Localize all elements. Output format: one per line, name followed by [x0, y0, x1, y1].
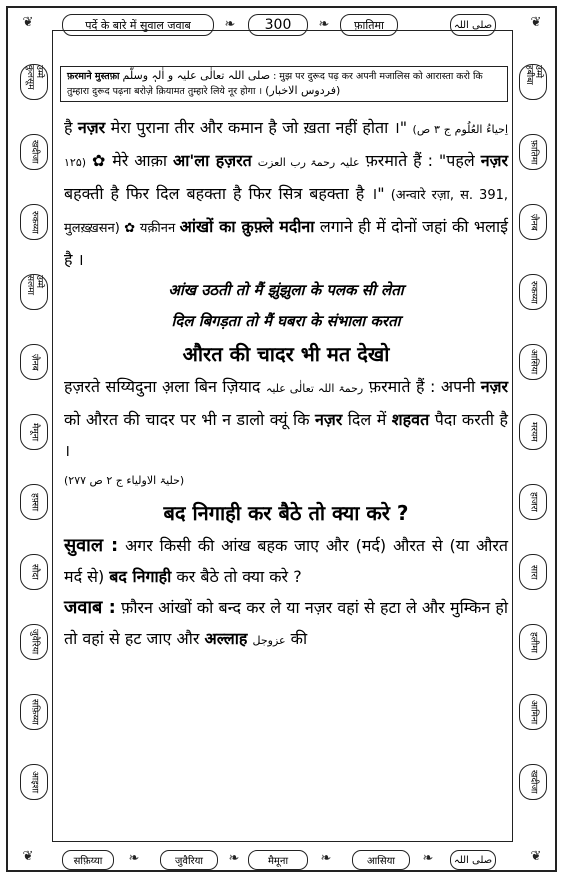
header-logo: صلی اللہ — [450, 14, 496, 36]
arabic-ref: (اِحیاءُ العُلُوم ج ۳ ص ۱۲۵) — [64, 123, 509, 169]
side-badge-right: हलीमा — [519, 624, 547, 660]
side-badge-right: हाजरा — [519, 484, 547, 520]
poem-line: दिल बिगड़ता तो मैं घबरा के संभाला करता — [171, 312, 401, 330]
leaf-icon: ❧ — [128, 850, 140, 866]
question-label: सुवाल : — [64, 535, 119, 556]
book-title: पर्दे के बारे में सुवाल जवाब — [62, 14, 214, 36]
side-badge-left: सफ़िय्या — [20, 694, 48, 730]
side-badge-left: आइशा — [20, 764, 48, 800]
side-badge-right: सारा — [519, 554, 547, 590]
footer-badge: मैमूना — [248, 850, 308, 870]
notice-label: फ़रमाने मुस्तफ़ा — [67, 71, 120, 82]
section-heading: बद निगाही कर बैठे तो क्या करे ? — [163, 501, 409, 525]
leaf-icon: ❧ — [422, 850, 434, 866]
paragraph: है नज़र मेरा पुराना तीर और कमान है जो ख़ता नहीं होता ।" (اِحیاءُ العُلُوم ج ۳ ص ۱۲۵) ✿ मेरे आक़ा आ'ला हज़रत علیہ رحمۃ رب العزت फ़रमाते हैं : "पहले नज़र बहक्ती है फिर दिल बहक्ता है फिर सित्र बहक्ता है ।" (अन्वारे रज़ा, स. 391, मुलख़्ख़सन) ✿ यक़ीनन आंखों का क़ुफ़्ले मदीना लगाने ही में दोनों जहां की भलाई है । — [64, 118, 509, 269]
emphasis: अल्लाह — [204, 629, 248, 648]
footer-badge: आसिया — [352, 850, 410, 870]
section-heading: औरत की चादर भी मत देखो — [182, 342, 390, 366]
side-badge-left: हफ़्सा — [20, 484, 48, 520]
emphasis: नज़र — [480, 151, 508, 170]
corner-leaf-icon: ❦ — [22, 848, 34, 864]
side-badge-right: आमिना — [519, 694, 547, 730]
side-badge-left: रुकय्या — [20, 204, 48, 240]
answer-label: जवाब : — [64, 597, 116, 618]
emphasis: नज़र — [314, 410, 343, 429]
footer-badge: صلی اللہ — [450, 850, 496, 870]
side-badge-right: फ़ातिमा — [519, 134, 547, 170]
arabic-honorific: عزوجل — [252, 634, 286, 647]
arabic-honorific: علیہ رحمۃ رب العزت — [257, 156, 360, 169]
main-content — [64, 112, 508, 656]
leaf-icon: ❧ — [320, 850, 332, 866]
side-badge-right: रुकय्या — [519, 274, 547, 310]
notice-arabic: صلی اللہ تعالٰی علیہ و اٰلہٖ وسلّم — [122, 69, 271, 82]
side-badge-right: आसिया — [519, 344, 547, 380]
side-badge-right: मरयम — [519, 414, 547, 450]
side-badge-left: जुवैरिया — [20, 624, 48, 660]
emphasis: आ'ला हज़रत — [173, 151, 252, 170]
emphasis: बद निगाही — [109, 567, 172, 586]
arabic-reference: (حلیۃ الاولیاء ج ۲ ص ۲۷۷) — [64, 474, 185, 487]
answer: जवाब : फ़ौरन आंखों को बन्द कर ले या नज़र वहां से हटा ले और मुम्किन हो तो वहां से हट जाए और अल्लाह عزوجل की — [64, 597, 508, 648]
arabic-honorific: رحمۃ اللہ تعالٰی علیہ — [265, 382, 364, 395]
leaf-icon: ❧ — [224, 16, 236, 32]
poem-line: आंख उठती तो मैं झुंझुला के पलक सी लेता — [168, 281, 404, 299]
side-badge-left: उम्मे कुलसूम — [20, 64, 48, 100]
leaf-icon: ❧ — [228, 850, 240, 866]
footer-badge: जुवैरिया — [160, 850, 218, 870]
paragraph: हज़रते सय्यिदुना अ़ला बिन ज़ियाद رحمۃ اللہ تعالٰی علیہ फ़रमाते हैं : अपनी नज़र को औरत की चादर पर भी न डालो क्यूं कि नज़र दिल में शहवत पैदा करती है । — [64, 377, 508, 460]
side-badge-right: ज़ैनब — [519, 204, 547, 240]
corner-leaf-icon: ❦ — [22, 14, 34, 30]
corner-leaf-icon: ❦ — [530, 848, 542, 864]
notice-source: (فردوس الاخبار) — [265, 84, 341, 97]
side-badge-left: मैमूना — [20, 414, 48, 450]
notice-text: : मुझ पर दुरूद पढ़ कर अपनी मजालिस को आरास्ता करो कि तुम्हारा दुरूद पढ़ना बरोज़े क़ियामत तुम्हारे लिये नूर होगा । — [67, 71, 483, 97]
header-label: फ़ातिमा — [340, 14, 398, 36]
corner-leaf-icon: ❦ — [530, 14, 542, 30]
side-badge-right: खदीजा — [519, 764, 547, 800]
side-badge-right: उम्मे हबीबा — [519, 64, 547, 100]
side-badge-left: सौदा — [20, 554, 48, 590]
emphasis: नज़र — [77, 118, 106, 137]
emphasis: आंखों का क़ुफ़्ले मदीना — [179, 217, 315, 236]
notice-box — [60, 66, 508, 102]
side-badge-left: ज़ैनब — [20, 344, 48, 380]
question: सुवाल : अगर किसी की आंख बहक जाए और (मर्द) औरत से (या औरत मर्द से) बद निगाही कर बैठे तो क्या करे ? — [64, 535, 508, 586]
emphasis: शहवत — [391, 410, 430, 429]
page-number: 300 — [248, 14, 308, 36]
side-badge-left: खदीजा — [20, 134, 48, 170]
leaf-icon: ❧ — [318, 16, 330, 32]
emphasis: नज़र — [480, 377, 508, 396]
footer-badge: सफ़िय्या — [62, 850, 114, 870]
side-badge-left: उम्मे सलमा — [20, 274, 48, 310]
